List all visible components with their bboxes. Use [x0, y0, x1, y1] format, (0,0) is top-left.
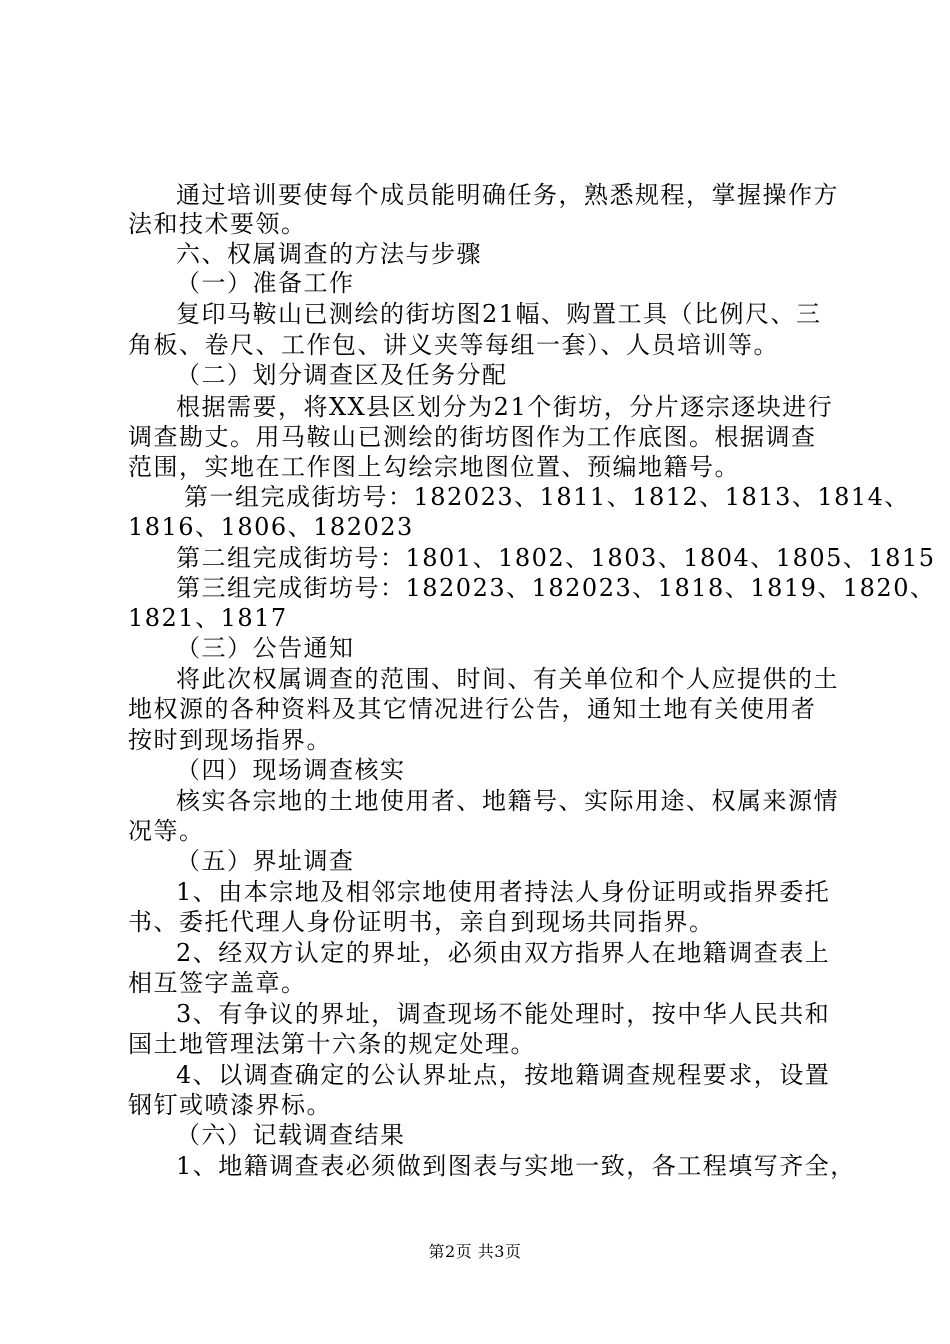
section-heading: 六、权属调查的方法与步骤	[176, 240, 482, 268]
page-footer	[0, 1242, 950, 1262]
subsection-heading: （三）公告通知	[176, 634, 355, 662]
text-line: 复印马鞍山已测绘的街坊图21幅、购置工具（比例尺、三	[176, 300, 822, 328]
text-line: 4、以调查确定的公认界址点，按地籍调查规程要求，设置	[176, 1061, 831, 1089]
text-line: 按时到现场指界。	[128, 726, 332, 754]
text-line: 第三组完成街坊号：182023、182023、1818、1819、1820、	[176, 574, 936, 602]
text-line: 1821、1817	[128, 604, 288, 632]
text-line: 1816、1806、182023	[128, 513, 414, 541]
text-line: 书、委托代理人身份证明书，亲自到现场共同指界。	[128, 908, 715, 936]
text-line: 况等。	[128, 817, 205, 845]
text-line: 核实各宗地的土地使用者、地籍号、实际用途、权属来源情	[176, 787, 839, 815]
text-line: 地权源的各种资料及其它情况进行公告，通知土地有关使用者	[128, 695, 817, 723]
subsection-heading: （一）准备工作	[176, 269, 355, 297]
text-line: 相互签字盖章。	[128, 969, 307, 997]
text-line: 法和技术要领。	[128, 210, 307, 238]
subsection-heading: （五）界址调查	[176, 847, 355, 875]
subsection-heading: （四）现场调查核实	[176, 756, 406, 784]
text-line: 3、有争议的界址，调查现场不能处理时，按中华人民共和	[176, 1000, 831, 1028]
text-line: 角板、卷尺、工作包、讲义夹等每组一套）、人员培训等。	[128, 331, 779, 359]
text-line: 第二组完成街坊号：1801、1802、1803、1804、1805、1815	[176, 544, 936, 572]
subsection-heading: （二）划分调查区及任务分配	[176, 361, 508, 389]
text-line: 范围，实地在工作图上勾绘宗地图位置、预编地籍号。	[128, 453, 740, 481]
text-line: 根据需要，将XX县区划分为21个街坊，分片逐宗逐块进行	[176, 393, 834, 421]
text-line: 通过培训要使每个成员能明确任务，熟悉规程，掌握操作方	[176, 181, 839, 209]
text-line: 钢钉或喷漆界标。	[128, 1091, 332, 1119]
text-line: 1、地籍调查表必须做到图表与实地一致，各工程填写齐全，	[176, 1152, 856, 1180]
text-line: 2、经双方认定的界址，必须由双方指界人在地籍调查表上	[176, 939, 831, 967]
text-line: 第一组完成街坊号：182023、1811、1812、1813、1814、	[184, 483, 910, 511]
text-line: 将此次权属调查的范围、时间、有关单位和个人应提供的土	[176, 665, 839, 693]
page-number: 第2页 共3页	[428, 1242, 522, 1261]
text-line: 国土地管理法第十六条的规定处理。	[128, 1030, 536, 1058]
subsection-heading: （六）记载调查结果	[176, 1121, 406, 1149]
text-line: 调查勘丈。用马鞍山已测绘的街坊图作为工作底图。根据调查	[128, 423, 817, 451]
text-line: 1、由本宗地及相邻宗地使用者持法人身份证明或指界委托	[176, 878, 831, 906]
